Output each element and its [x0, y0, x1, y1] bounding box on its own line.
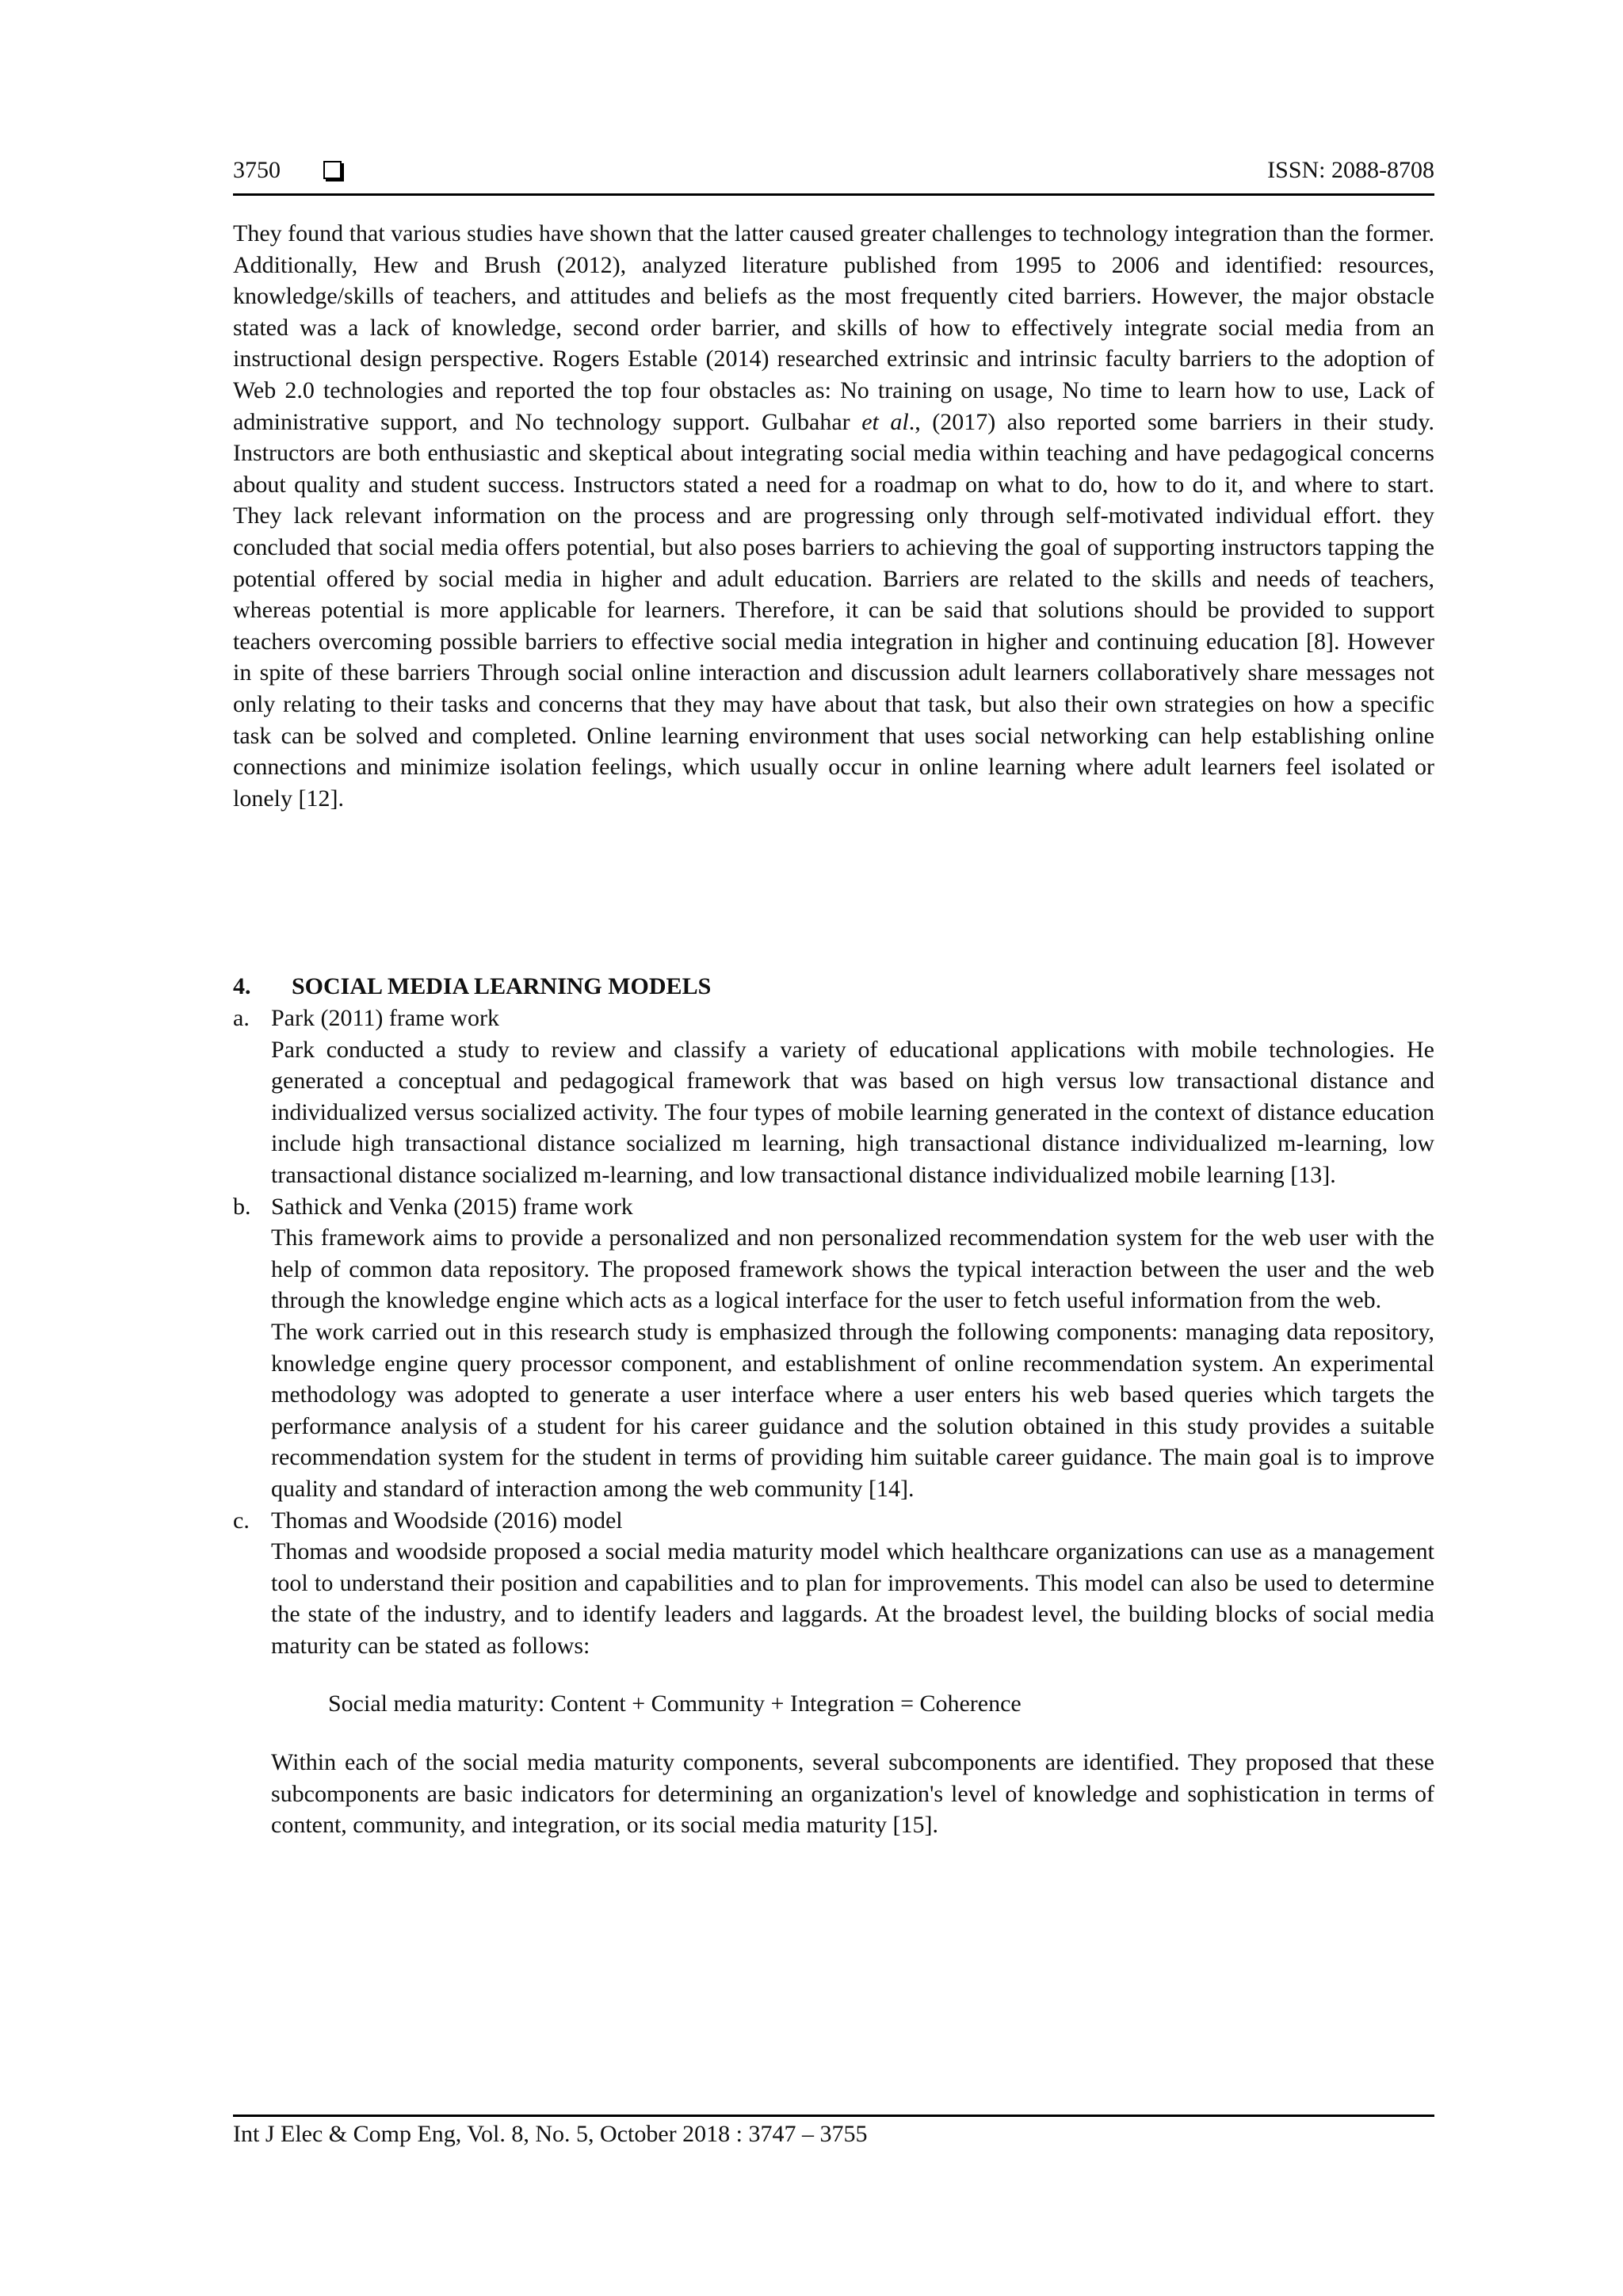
list-item-title: Park (2011) frame work [271, 1005, 499, 1031]
list-item-text: The work carried out in this research study is emphasized through the following components: managing data repository, knowledge engine query processor component, and establishment of online recommendation system. An experimental methodology was adopted to generate a user interface where a user enters his web based queries which targets the performance analysis of a student for his career guidance and the solution obtained in this study provides a suitable recommendation system for the student in terms of providing him suitable career guidance. The main goal is to improve quality and standard of interaction among the web community [14]. [271, 1318, 1434, 1502]
list-marker: c. [233, 1507, 250, 1534]
et-al-italic: et al [861, 408, 909, 435]
list-item-title: Sathick and Venka (2015) frame work [271, 1193, 633, 1220]
list-marker: b. [233, 1193, 251, 1220]
section-title: SOCIAL MEDIA LEARNING MODELS [292, 973, 712, 999]
running-header [233, 152, 1434, 196]
maturity-formula: Social media maturity: Content + Community + Integration = Coherence [328, 1690, 1022, 1717]
list-item-text: Park conducted a study to review and classify a variety of educational applications with mobile technologies. He generated a conceptual and pedagogical framework that was based on high versus low transactional distance and individualized versus socialized activity. The four types of mobile learning generated in the context of distance education include high transactional distance socialized m learning, high transactional distance individualized m-learning, low transactional distance socialized m-learning, and low transactional distance individualized mobile learning [13]. [271, 1036, 1434, 1188]
list-item [233, 1191, 1434, 1505]
list-item-text: Within each of the social media maturity components, several subcomponents are identified. They proposed that these subcomponents are basic indicators for determining an organization's level of knowledge and sophistication in terms of content, community, and integration, or its social media maturity [15]. [271, 1749, 1434, 1839]
list-item [233, 1003, 1434, 1191]
list-item-title: Thomas and Woodside (2016) model [271, 1507, 623, 1534]
checkbox-square-icon [323, 161, 342, 179]
section-number: 4. [233, 973, 251, 999]
page-number: 3750 [233, 157, 281, 183]
issn-label: ISSN: 2088-8708 [1267, 157, 1434, 183]
journal-citation: Int J Elec & Comp Eng, Vol. 8, No. 5, October 2018 : 3747 – 3755 [233, 2121, 868, 2147]
section-heading [233, 971, 1434, 1003]
body-text [233, 218, 1434, 814]
list-item-text: Thomas and woodside proposed a social media maturity model which healthcare organizations can use as a management tool to understand their position and capabilities and to plan for improvements. This model can also be used to determine the state of the industry, and to identify leaders and laggards. At the broadest level, the building blocks of social media maturity can be stated as follows: [271, 1538, 1434, 1659]
list-item-text: This framework aims to provide a personalized and non personalized recommendation system for the web user with the help of common data repository. The proposed framework shows the typical interaction between the user and the web through the knowledge engine which acts as a logical interface for the user to fetch useful information from the web. [271, 1224, 1434, 1314]
list-marker: a. [233, 1005, 250, 1031]
paragraph: They found that various studies have shown that the latter caused greater challenges to technology integration than the former. Additionally, Hew and Brush (2012), analyzed literature published from 1995 to 2006 and identified: resources, knowledge/skills of teachers, and attitudes and beliefs as the most frequently cited barriers. However, the major obstacle stated was a lack of knowledge, second order barrier, and skills of how to effectively integrate social media from an instructional design perspective. Rogers Estable (2014) researched extrinsic and intrinsic faculty barriers to the adoption of Web 2.0 technologies and reported the top four obstacles as: No training on usage, No time to learn how to use, Lack of administrative support, and No technology support. Gulbahar et al., (2017) also reported some barriers in their study. Instructors are both enthusiastic and skeptical about integrating social media within teaching and have pedagogical concerns about quality and student success. Instructors stated a need for a roadmap on what to do, how to do it, and where to start. They lack relevant information on the process and are progressing only through self-motivated individual effort. they concluded that social media offers potential, but also poses barriers to achieving the goal of supporting instructors tapping the potential offered by social media in higher and adult education. Barriers are related to the skills and needs of teachers, whereas potential is more applicable for learners. Therefore, it can be said that solutions should be provided to support teachers overcoming possible barriers to effective social media integration in higher and continuing education [8]. However in spite of these barriers Through social online interaction and discussion adult learners collaboratively share messages not only relating to their tasks and concerns that they may have about that task, but also their own strategies on how a specific task can be solved and completed. Online learning environment that uses social networking can help establishing online connections and minimize isolation feelings, which usually occur in online learning where adult learners feel isolated or lonely [12]. [233, 220, 1434, 812]
list-item [233, 1505, 1434, 1841]
running-footer [233, 2115, 1434, 2150]
model-list [233, 1003, 1434, 1841]
